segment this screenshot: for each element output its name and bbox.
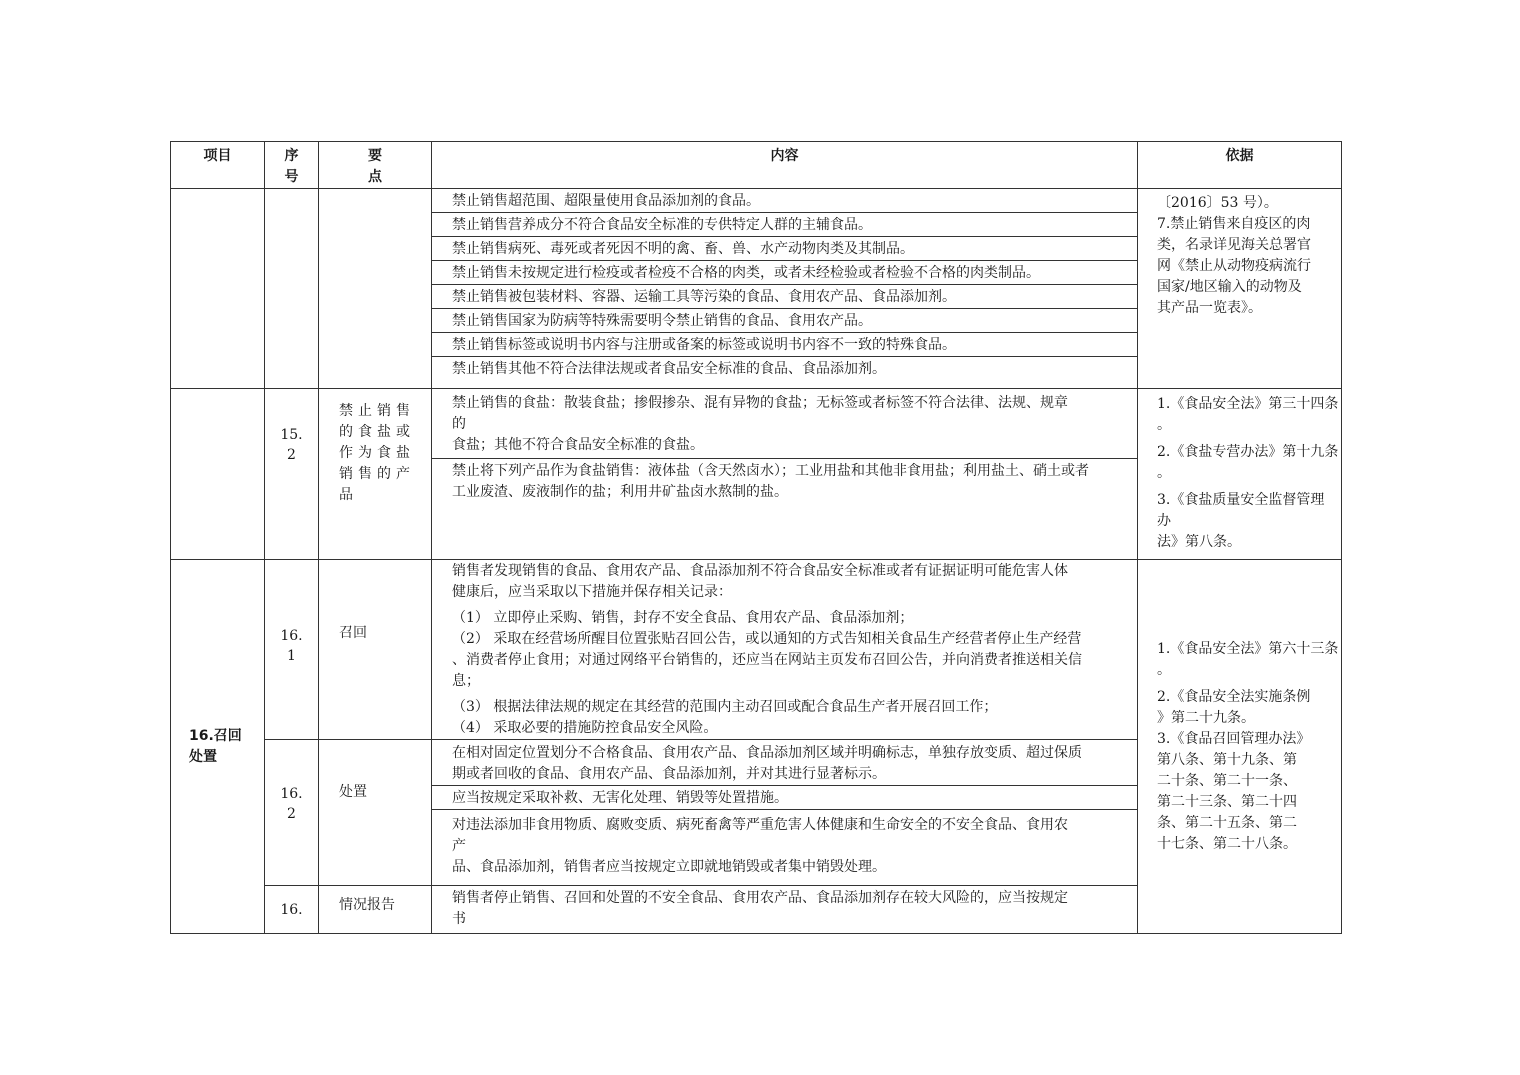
point-label: 处置	[339, 784, 367, 800]
content-line: 期或者回收的食品、食用农产品、食品添加剂，并对其进行显著标示。	[452, 766, 886, 782]
point-line: 作为食盐	[339, 445, 415, 461]
basis-line: 3.《食盐质量安全监督管理	[1157, 492, 1325, 508]
point-line: 禁止销售	[339, 403, 415, 419]
content-line: 书	[452, 911, 466, 927]
basis-line: 第二十三条、第二十四	[1157, 793, 1297, 810]
seq-line2: 1	[287, 648, 296, 664]
header-seq-line2: 号	[284, 169, 299, 185]
basis-line: 法》第八条。	[1157, 534, 1241, 550]
point-cell-empty	[319, 189, 432, 389]
seq-line1: 16.	[280, 786, 303, 802]
content-line: 的	[452, 416, 466, 432]
point-line: 销售的产	[339, 466, 415, 482]
content-line: 禁止销售标签或说明书内容与注册或备案的标签或说明书内容不一致的特殊食品。	[432, 333, 1137, 357]
seq-cell-empty	[265, 189, 319, 389]
content-line: （4） 采取必要的措施防控食品安全风险。	[452, 720, 718, 736]
basis-line: 1.《食品安全法》第三十四条	[1157, 396, 1339, 412]
basis-line: 第八条、第十九条、第	[1157, 751, 1297, 768]
content-line: 息；	[452, 673, 480, 689]
basis-cell	[1138, 389, 1342, 560]
point-cell	[319, 886, 432, 934]
content-paragraph	[432, 810, 1137, 878]
basis-line: 7.禁止销售来自疫区的肉	[1157, 216, 1311, 232]
content-line: 食盐；其他不符合食品安全标准的食盐。	[452, 437, 704, 453]
item-cell-empty	[171, 389, 265, 560]
basis-line: 二十条、第二十一条、	[1157, 772, 1297, 789]
table-row	[171, 389, 1342, 560]
seq-line1: 16.	[280, 628, 303, 644]
content-cell	[432, 740, 1138, 886]
content-paragraph	[432, 886, 1137, 930]
content-line: 禁止销售病死、毒死或者死因不明的禽、畜、兽、水产动物肉类及其制品。	[432, 237, 1137, 261]
content-line: 健康后，应当采取以下措施并保存相关记录：	[452, 584, 732, 600]
seq-line1: 15.	[280, 427, 303, 443]
basis-line: 2.《食盐专营办法》第十九条	[1157, 444, 1339, 460]
header-point-line1: 要	[368, 148, 382, 164]
basis-line: 十七条、第二十八条。	[1157, 835, 1297, 852]
content-cell	[432, 189, 1138, 389]
basis-line: 1.《食品安全法》第六十三条	[1157, 640, 1339, 657]
content-line: 销售者停止销售、召回和处置的不安全食品、食用农产品、食品添加剂存在较大风险的，应当按规定	[452, 890, 1068, 906]
content-line: （3） 根据法律法规的规定在其经营的范围内主动召回或配合食品生产者开展召回工作；	[452, 699, 998, 715]
header-item: 项目	[171, 142, 265, 189]
content-line: 禁止销售被包装材料、容器、运输工具等污染的食品、食用农产品、食品添加剂。	[432, 285, 1137, 309]
content-line: 销售者发现销售的食品、食用农产品、食品添加剂不符合食品安全标准或者有证据证明可能危害人体	[452, 563, 1068, 579]
content-line: 禁止销售营养成分不符合食品安全标准的专供特定人群的主辅食品。	[432, 213, 1137, 237]
header-basis: 依据	[1138, 142, 1342, 189]
content-line: 对违法添加非食用物质、腐败变质、病死畜禽等严重危害人体健康和生命安全的不安全食品、食用农	[452, 817, 1068, 833]
seq-cell	[265, 389, 319, 560]
item-cell-empty	[171, 189, 265, 389]
content-line: 、消费者停止食用；对通过网络平台销售的，还应当在网站主页发布召回公告，并向消费者推送相关信	[452, 652, 1082, 668]
content-line: 禁止销售其他不符合法律法规或者食品安全标准的食品、食品添加剂。	[452, 361, 886, 377]
content-paragraph	[432, 740, 1137, 786]
seq-cell	[265, 560, 319, 740]
basis-line: 。	[1157, 465, 1171, 481]
content-cell	[432, 560, 1138, 740]
content-cell	[432, 389, 1138, 560]
point-line: 的食盐或	[339, 424, 415, 440]
basis-line: 条、第二十五条、第二	[1157, 814, 1297, 831]
content-line: 在相对固定位置划分不合格食品、食用农产品、食品添加剂区域并明确标志，单独存放变质、超过保质	[452, 745, 1082, 761]
content-paragraph	[432, 459, 1137, 503]
content-cell	[432, 886, 1138, 934]
item-line2: 处置	[189, 748, 217, 765]
point-cell	[319, 740, 432, 886]
basis-cell	[1138, 189, 1342, 389]
point-cell	[319, 560, 432, 740]
seq-line2: 2	[287, 447, 296, 463]
content-line: （2） 采取在经营场所醒目位置张贴召回公告，或以通知的方式告知相关食品生产经营者停止生产经营	[452, 631, 1082, 647]
content-line: （1） 立即停止采购、销售，封存不安全食品、食用农产品、食品添加剂；	[452, 610, 914, 626]
content-line: 禁止销售国家为防病等特殊需要明令禁止销售的食品、食用农产品。	[432, 309, 1137, 333]
content-paragraph	[432, 389, 1137, 459]
content-line: 禁止销售的食盐：散装食盐；掺假掺杂、混有异物的食盐；无标签或者标签不符合法律、法规、规章	[452, 395, 1068, 411]
header-seq-line1: 序	[284, 148, 299, 164]
content-line: 品、食品添加剂，销售者应当按规定立即就地销毁或者集中销毁处理。	[452, 859, 886, 875]
basis-line: 类，名录详见海关总署官	[1157, 237, 1311, 253]
basis-line: 〔2016〕53 号）。	[1157, 195, 1278, 211]
item-line1: 16.召回	[189, 727, 242, 744]
table-row	[171, 560, 1342, 740]
basis-line: 2.《食品安全法实施条例	[1157, 688, 1311, 705]
content-line: 禁止将下列产品作为食盐销售：液体盐（含天然卤水）；工业用盐和其他非食用盐；利用盐土、硝土或者	[452, 463, 1089, 479]
content-line: 产	[452, 838, 466, 854]
basis-line: 。	[1157, 661, 1171, 678]
header-seq	[265, 142, 319, 189]
seq-line2: 2	[287, 806, 296, 822]
content-line: 禁止销售超范围、超限量使用食品添加剂的食品。	[432, 189, 1137, 213]
basis-line: 》第二十九条。	[1157, 709, 1255, 726]
seq-line1: 16.	[280, 902, 303, 918]
header-point-line2: 点	[368, 169, 382, 185]
basis-line: 网《禁止从动物疫病流行	[1157, 258, 1311, 274]
seq-cell	[265, 886, 319, 934]
content-line: 禁止销售未按规定进行检疫或者检疫不合格的肉类，或者未经检验或者检验不合格的肉类制品。	[432, 261, 1137, 285]
content-paragraph	[432, 560, 1137, 739]
basis-line: 。	[1157, 417, 1171, 433]
point-label: 情况报告	[339, 897, 395, 913]
item-cell	[171, 560, 265, 934]
seq-cell	[265, 740, 319, 886]
point-line: 品	[339, 487, 358, 503]
point-label: 召回	[339, 625, 367, 641]
point-cell	[319, 389, 432, 560]
header-content: 内容	[432, 142, 1138, 189]
content-line: 应当按规定采取补救、无害化处理、销毁等处置措施。	[432, 786, 1137, 810]
basis-line: 办	[1157, 513, 1171, 529]
regulation-table	[170, 141, 1342, 934]
table-header-row	[171, 142, 1342, 189]
basis-cell	[1138, 560, 1342, 934]
basis-line: 国家/地区输入的动物及	[1157, 279, 1302, 295]
table-row	[171, 189, 1342, 389]
basis-line: 其产品一览表》。	[1157, 300, 1262, 316]
basis-line: 3.《食品召回管理办法》	[1157, 730, 1311, 747]
content-line: 工业废渣、废液制作的盐；利用井矿盐卤水熬制的盐。	[452, 484, 788, 500]
header-point	[319, 142, 432, 189]
